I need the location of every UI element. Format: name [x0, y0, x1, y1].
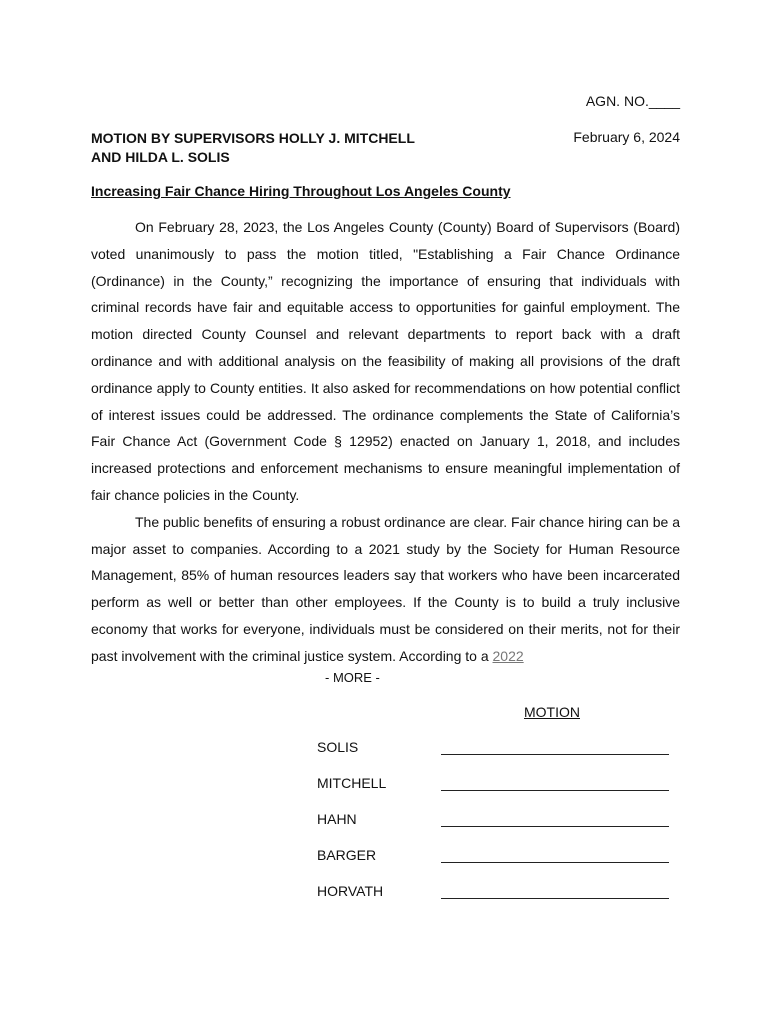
motion-date: February 6, 2024: [573, 129, 680, 145]
vote-row: [317, 738, 677, 774]
more-indicator: - MORE -: [325, 670, 380, 685]
signature-line: [441, 826, 669, 827]
supervisor-name: SOLIS: [317, 739, 359, 755]
supervisor-name: MITCHELL: [317, 775, 387, 791]
motion-by-line-1: MOTION BY SUPERVISORS HOLLY J. MITCHELL: [91, 130, 415, 146]
agenda-number: AGN. NO.____: [585, 93, 680, 109]
vote-row: [317, 810, 677, 846]
motion-title: Increasing Fair Chance Hiring Throughout Los Angeles County: [91, 183, 511, 199]
body-paragraph-2-text: The public benefits of ensuring a robust ordinance are clear. Fair chance hiring can be a major asset to companies. According to a 2021 study by the Society for Human Resource Management, 85% of human resources leaders say that workers who have been incarcerated perform as well or better than other employees. If the County is to build a truly inclusive economy that works for everyone, individuals must be considered on their merits, not for their past involvement with the criminal justice system. According to a: [91, 513, 680, 664]
body-paragraph-2: [91, 509, 680, 670]
vote-row: [317, 774, 677, 810]
motion-vote-label: MOTION: [524, 704, 580, 720]
vote-row: [317, 846, 677, 882]
signature-line: [441, 898, 669, 899]
signature-line: [441, 862, 669, 863]
supervisor-name: HORVATH: [317, 883, 384, 899]
motion-body: [91, 214, 680, 670]
motion-by-line-2: AND HILDA L. SOLIS: [91, 149, 230, 165]
report-2022-link[interactable]: 2022: [492, 647, 524, 664]
supervisor-name: BARGER: [317, 847, 377, 863]
motion-by-heading: [91, 129, 415, 167]
body-paragraph-1: On February 28, 2023, the Los Angeles County (County) Board of Supervisors (Board) voted unanimously to pass the motion titled, "Establishing a Fair Chance Ordinance (Ordinance) in the County,” recognizing the importance of ensuring that individuals with criminal records have fair and equitable access to opportunities for gainful employment. The motion directed County Counsel and relevant departments to report back with a draft ordinance and with additional analysis on the feasibility of making all provisions of the draft ordinance apply to County entities. It also asked for recommendations on how potential conflict of interest issues could be addressed. The ordinance complements the State of California’s Fair Chance Act (Government Code § 12952) enacted on January 1, 2018, and includes increased protections and enforcement mechanisms to ensure meaningful implementation of fair chance policies in the County.: [91, 219, 680, 503]
supervisor-name: HAHN: [317, 811, 357, 827]
signature-line: [441, 754, 669, 755]
vote-row: [317, 882, 677, 918]
supervisor-vote-list: [317, 738, 677, 918]
signature-line: [441, 790, 669, 791]
